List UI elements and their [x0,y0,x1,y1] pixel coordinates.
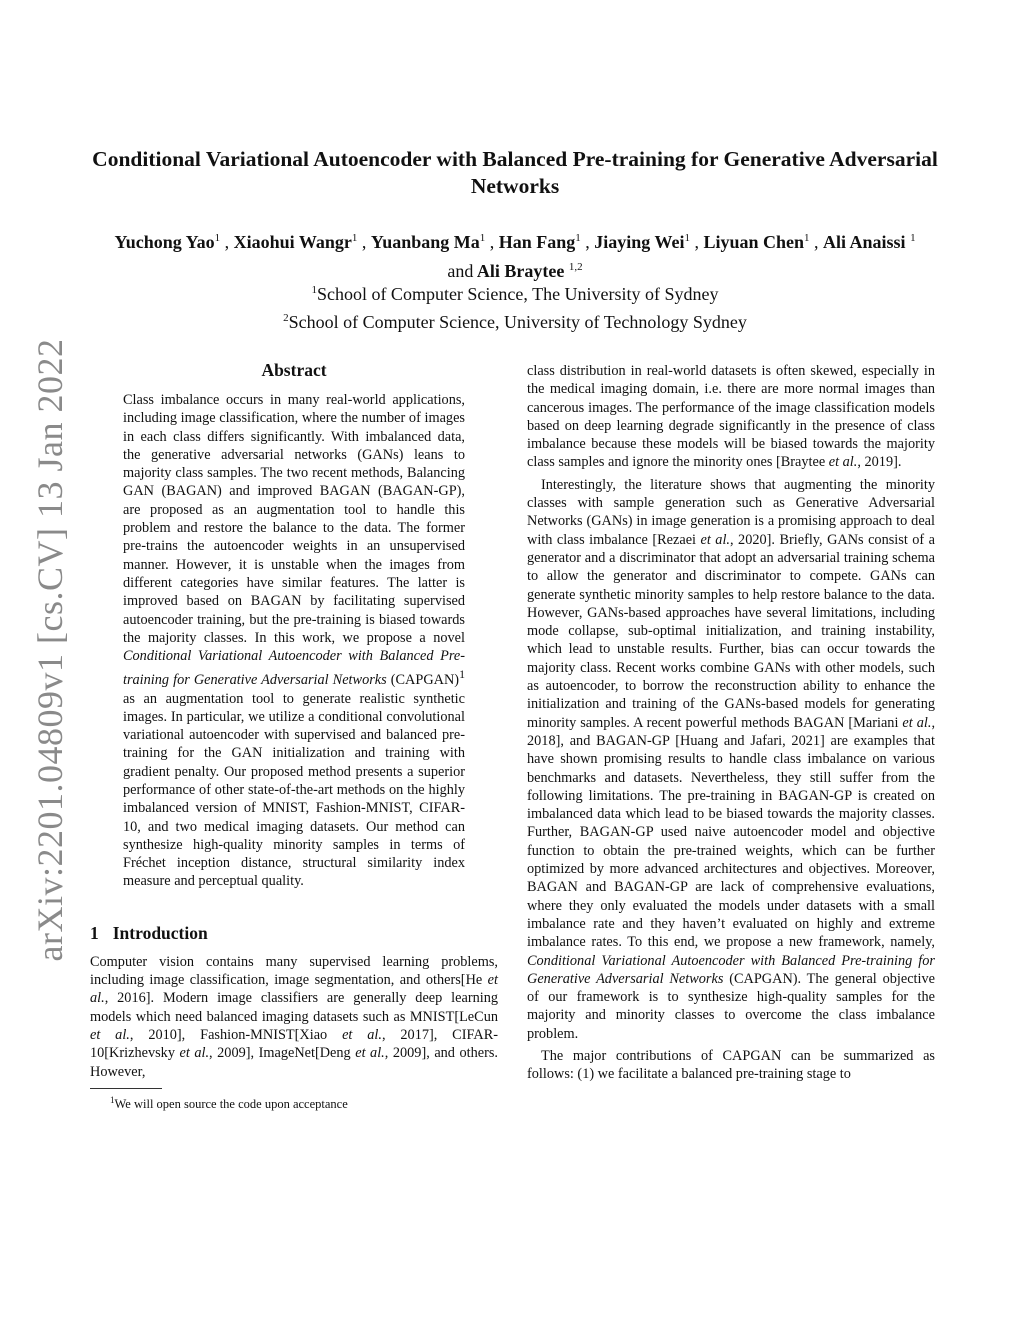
affiliation: $^2$School of Computer Science, University of Technology Sydney [283,312,747,332]
body-paragraph: Interestingly, the literature shows that augmenting the minority classes with sample generation such as Generative Adversarial Networks (GANs) in image generation is a promising approach to deal with class imbalance [Rezaei et al., 2020]. Briefly, GANs consist of a generator and a discriminator that adopt an adversarial training schema to allow the generator and discriminator to compete. GANs can generate synthetic minority samples to help restore balance to the data. However, GANs-based approaches have several limitations, including mode collapse, sub-optimal initialization, and training instability, which lead to unstable results. Further, bias can occur towards the majority class. Recent works combine GANs with other models, such as autoencoder, to borrow the reconstruction ability to enhance the initialization and training of the GANs-based models for generating minority samples. A recent powerful methods BAGAN [Mariani et al., 2018], and BAGAN-GP [Huang and Jafari, 2021] are examples that have shown promising results to handle class imbalance on various benchmarks and datasets. Nevertheless, they still suffer from the following limitations. The pre-training in BAGAN-GP is created on imbalanced data which lead to be biased towards the majority classes. Further, BAGAN-GP used naive autoencoder model and objective function to obtain the pre-trained weights, which can be further optimized by more advanced architectures and objectives. Moreover, BAGAN and BAGAN-GP are lack of comprehensive evaluations, where they only evaluated the models under datasets with a small imbalance rate and they haven’t evaluated on highly and extreme imbalance rates. To this end, we propose a new framework, namely, Conditional Variational Autoencoder with Balanced Pre-training for Generative Adversarial Networks (CAPGAN). The general objective of our framework is to synthesize high-quality samples for the majority and minority classes to overcome the class imbalance problem. [527,476,936,1042]
author-conjunction: and [447,261,474,281]
footnote: $^1$We will open source the code upon acceptance [110,1094,348,1112]
body-paragraph: The major contributions of CAPGAN can be summarized as follows: (1) we facilitate a balanced pre-training stage to [527,1047,935,1083]
author: Xiaohui Wangr$^1$ [233,232,358,252]
right-column [527,362,935,1084]
author: Yuchong Yao$^1$ [114,232,221,252]
arxiv-identifier: arXiv:2201.04809v1 [cs.CV] 13 Jan 2022 [30,338,70,962]
author-list: Yuchong Yao$^1$ , Xiaohui Wangr$^1$ , Yuanbang Ma$^1$ , Han Fang$^1$ , Jiaying Wei$^1$ , Liyuan Chen$^1$ , Ali Anaissi $^1$ and Ali Braytee $^{1,2}$ [114,232,916,281]
author: Liyuan Chen$^1$ [703,232,810,252]
abstract-heading: Abstract [261,360,327,380]
author: Ali Braytee $^{1,2}$ [476,261,583,281]
author: Ali Anaissi $^1$ [823,232,916,252]
affiliation: $^1$School of Computer Science, The University of Sydney [311,284,719,304]
author: Jiaying Wei$^1$ [594,232,690,252]
author: Han Fang$^1$ [498,232,581,252]
left-column [90,360,498,1112]
abstract-text: Class imbalance occurs in many real-world applications, including image classification, where the number of images in each class differs significantly. With imbalanced data, the generative adversarial networks (GANs) leans to majority class samples. The two recent methods, Balancing GAN (BAGAN) and improved BAGAN (BAGAN-GP), are proposed as an augmentation tool to handle this problem and restore the balance to the data. The former pre-trains the autoencoder weights in an unsupervised manner. However, it is unstable when the images from different categories have similar features. The latter is improved based on BAGAN by facilitating supervised autoencoder training, but the pre-training is biased towards the majority classes. In this work, we propose a novel Conditional Variational Autoencoder with Balanced Pre-training for Generative Adversarial Networks (CAPGAN)$^1$ as an augmentation tool to generate realistic synthetic images. In particular, we utilize a conditional convolutional variational autoencoder with supervised and balanced pre-training for the GAN initialization and training with gradient penalty. Our proposed method presents a superior performance of other state-of-the-art methods on the highly imbalanced version of MNIST, Fashion-MNIST, CIFAR-10, and two medical imaging datasets. Our method can synthesize high-quality minority samples in terms of Fréchet inception distance, structural similarity index measure and perceptual quality. [123,392,466,890]
affiliations [110,278,920,334]
body-paragraph: class distribution in real-world datasets is often skewed, especially in the medical imaging domain, i.e. there are more normal images than cancerous images. The performance of the image classification models based on deep learning degrade significantly in the presence of class imbalance because these models will be biased towards the majority class samples and ignore the minority ones [Braytee et al., 2019]. [527,363,935,471]
section-heading: 1 Introduction [90,922,208,943]
footnote-rule [90,1088,162,1089]
intro-paragraph: Computer vision contains many supervised learning problems, including image classification, image segmentation, and others[He et al., 2016]. Modern image classifiers are generally deep learning models which need balanced imaging datasets such as MNIST[LeCun et al., 2010], Fashion-MNIST[Xiao et al., 2017], CIFAR-10[Krizhevsky et al., 2009], ImageNet[Deng et al., 2009], and others. However, [90,953,498,1080]
paper-title: Conditional Variational Autoencoder with Balanced Pre-training for Generative Adversarial Networks [92,147,938,198]
author: Yuanbang Ma$^1$ [370,232,486,252]
